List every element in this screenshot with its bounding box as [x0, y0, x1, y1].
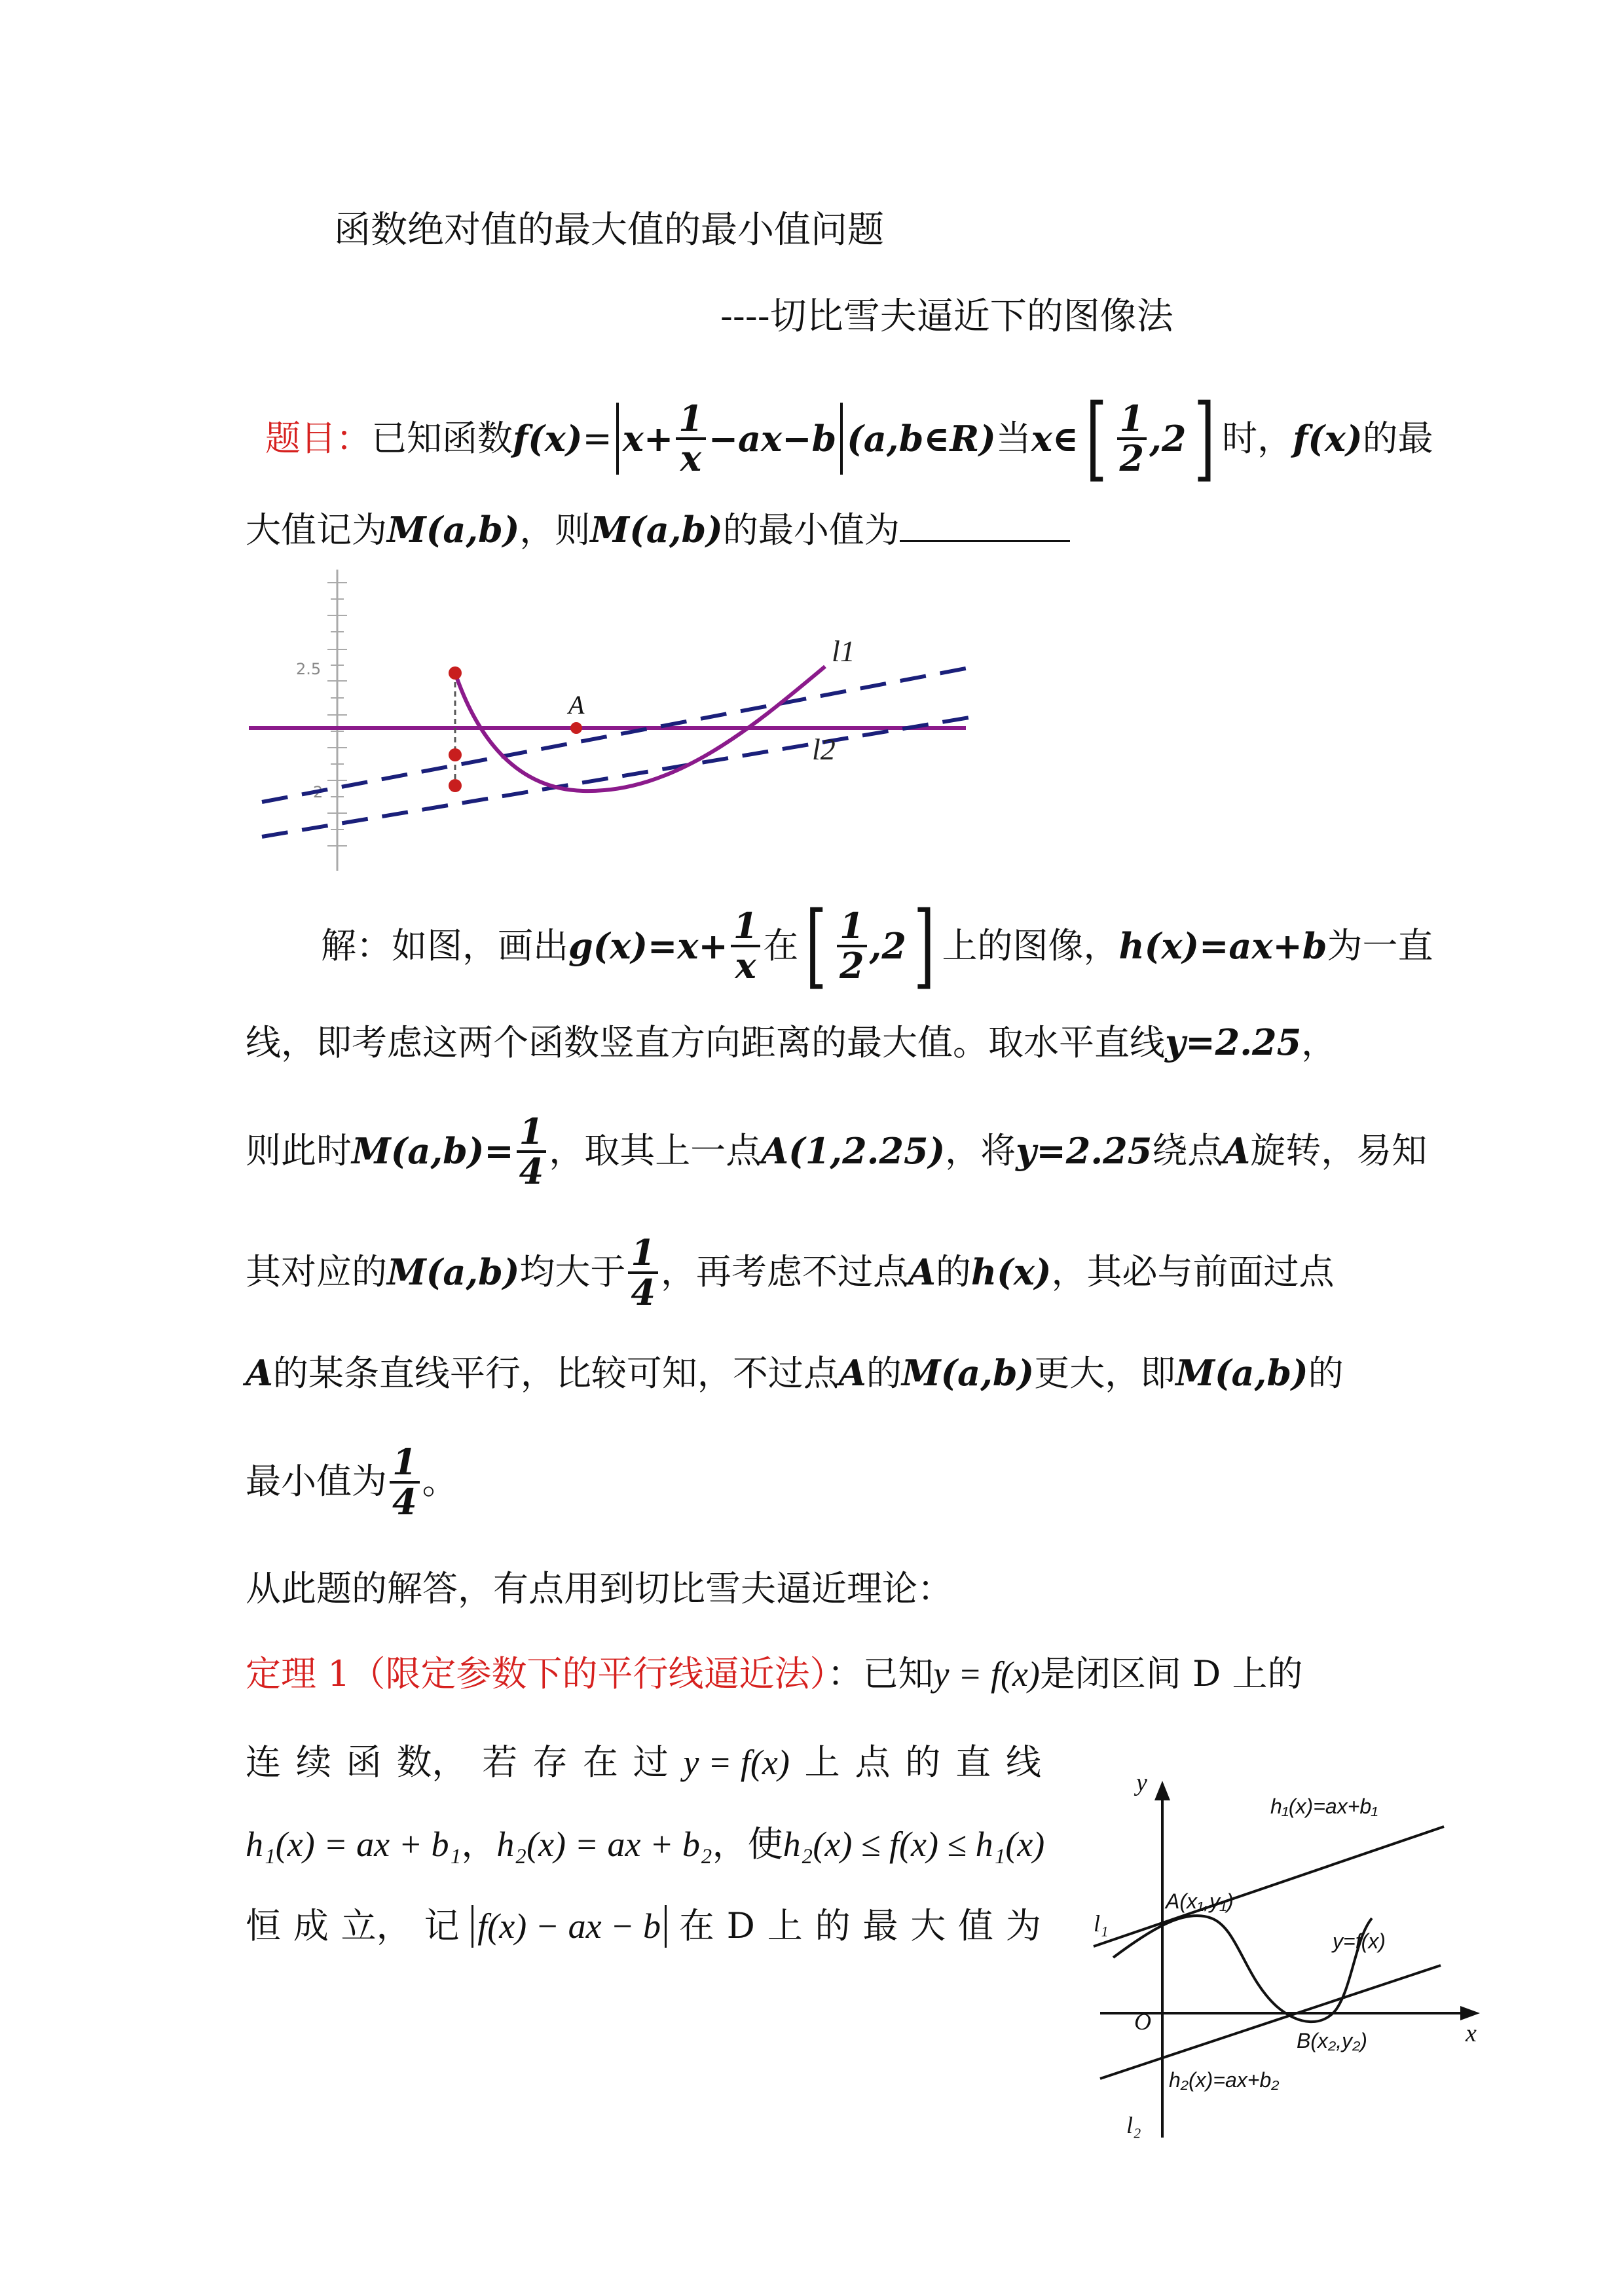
h1-label: h₁(x)=ax+b₁ — [1270, 1795, 1378, 1818]
inequality-expr: h₂(x) ≤ f(x) ≤ h₁(x) — [783, 1825, 1045, 1864]
char: 记 — [424, 1905, 460, 1946]
char: 连 — [246, 1741, 281, 1783]
mab-symbol-2: M(a,b) — [590, 509, 723, 551]
x-axis-label: x — [1466, 2020, 1477, 2047]
char: 立， — [341, 1905, 412, 1946]
problem-text-tail: 的最 — [1362, 417, 1433, 459]
solution-text-4a: 其对应的 — [246, 1251, 387, 1293]
fraction-numerator: 1 — [390, 1444, 420, 1484]
fraction-numerator: 1 — [731, 907, 761, 947]
solution-text-5b: 的 — [866, 1353, 902, 1394]
solution-text-1b: 上的图像， — [942, 924, 1119, 966]
solution-line-3 — [246, 1110, 1428, 1192]
y-axis-arrow-icon — [1154, 1781, 1170, 1800]
interval-end: ,2 — [1149, 417, 1187, 460]
mab-expr: M(a,b)= — [352, 1130, 514, 1173]
char: 的 — [815, 1905, 851, 1946]
graph-chebyshev-example — [242, 570, 976, 871]
fraction-half — [837, 905, 867, 987]
graph-theorem-illustration — [1074, 1761, 1493, 2147]
mab-expr-4: M(a,b) — [1175, 1352, 1308, 1394]
fraction-denominator: 4 — [631, 1271, 655, 1313]
solution-text-1a: 解：如图，画出 — [321, 924, 568, 966]
point-A-expr: A(1,2.25) — [761, 1130, 946, 1173]
problem-text-2a: 大值记为 — [246, 509, 387, 551]
solution-line-1 — [321, 892, 1433, 999]
fraction-denominator: 4 — [519, 1150, 544, 1192]
gx-expr: g(x)=x+ — [568, 924, 728, 967]
problem-line-1 — [265, 385, 1433, 492]
char: 过 — [633, 1741, 669, 1783]
problem-label: 题目： — [265, 417, 371, 459]
char: 点 — [855, 1741, 891, 1783]
page-title: 函数绝对值的最大值的最小值问题 — [334, 209, 884, 251]
fraction-quarter — [628, 1231, 658, 1313]
y-eq-fx-2: y = f(x) — [683, 1743, 790, 1782]
l1-label: l₁ — [1094, 1910, 1109, 1937]
hx-expr-2: h(x) — [970, 1251, 1052, 1294]
fraction-numerator: 1 — [1117, 400, 1147, 440]
solution-text-4e: ，其必与前面过点 — [1051, 1251, 1335, 1293]
theorem-text-1b: 是闭区间 D 上的 — [1039, 1653, 1303, 1694]
then-text: 时， — [1222, 417, 1293, 459]
A-symbol-3: A — [246, 1352, 273, 1394]
y-axis-label: y — [1136, 1769, 1147, 1796]
solution-text-2b: ， — [1301, 1022, 1337, 1063]
interval-end: ,2 — [869, 924, 906, 967]
char: 存 — [532, 1741, 568, 1783]
solution-text-3a: 则此时 — [246, 1130, 352, 1172]
label-l1: l1 — [832, 634, 855, 668]
fx-symbol-2: f(x) — [1293, 417, 1363, 460]
theorem-text-1a: ：已知 — [827, 1653, 934, 1694]
solution-text-3d: 绕点 — [1152, 1130, 1223, 1172]
answer-blank — [900, 507, 1070, 542]
solution-in-text: 在 — [763, 924, 799, 966]
solution-text-1c: 为一直 — [1327, 924, 1433, 966]
fraction-denominator: x — [680, 437, 702, 479]
y-eq-fx: y = f(x) — [933, 1654, 1040, 1694]
param-condition: (a,b∈R) — [847, 417, 996, 460]
fraction-numerator: 1 — [517, 1113, 547, 1153]
solution-line-5 — [246, 1352, 1344, 1395]
when-text: 当 — [995, 417, 1031, 459]
A-symbol: A — [1223, 1130, 1251, 1173]
y225-expr-2: y=2.25 — [1016, 1130, 1153, 1173]
hx-expr: h(x)=ax+b — [1118, 924, 1327, 967]
theorem-label: 定理 1（限定参数下的平行线逼近法） — [246, 1653, 828, 1694]
problem-text-1: 已知函数 — [371, 417, 513, 459]
theorem-line-1 — [246, 1653, 1303, 1696]
origin-label: O — [1134, 2009, 1151, 2035]
expr-part-1: x+ — [622, 417, 674, 460]
solution-text-3c: ，将 — [945, 1130, 1016, 1172]
y225-expr: y=2.25 — [1165, 1021, 1302, 1063]
fx-symbol: f(x) — [513, 417, 583, 460]
abs-bar-left — [616, 403, 619, 475]
mab-expr-3: M(a,b) — [901, 1352, 1035, 1394]
solution-text-6a: 最小值为 — [246, 1461, 387, 1503]
char: 直 — [955, 1741, 991, 1783]
fraction-1-over-x — [731, 905, 761, 987]
make-text: ，使 — [712, 1823, 783, 1865]
char: 成 — [293, 1905, 329, 1946]
point-on-l1 — [449, 748, 462, 761]
abs-expr: f(x) − ax − b — [471, 1905, 667, 1948]
fraction-half — [1117, 397, 1147, 479]
expr-part-2: −ax−b — [708, 417, 837, 460]
problem-text-2b: ，则 — [519, 509, 591, 551]
char: 若 — [482, 1741, 518, 1783]
bracket-left: [ — [1085, 385, 1107, 492]
solution-line-2 — [246, 1021, 1337, 1065]
solution-text-4c: ，再考虑不过点 — [661, 1251, 908, 1293]
char: 函 — [346, 1741, 382, 1783]
char: 在 — [678, 1905, 714, 1946]
mab-expr-2: M(a,b) — [387, 1251, 520, 1294]
fraction-1-over-x — [676, 397, 706, 479]
char: 大 — [910, 1905, 946, 1946]
bracket-right: ] — [913, 892, 935, 999]
char: 线 — [1005, 1741, 1041, 1783]
eq-symbol: = — [582, 417, 612, 459]
solution-text-4b: 均大于 — [519, 1251, 626, 1293]
page-subtitle: ----切比雪夫逼近下的图像法 — [720, 295, 1173, 338]
theory-intro: 从此题的解答，有点用到切比雪夫逼近理论： — [246, 1568, 953, 1609]
h1-expr: h₁(x) = ax + b₁ — [246, 1825, 462, 1864]
theorem-line-4 — [246, 1905, 1041, 1948]
problem-line-2 — [246, 507, 1070, 552]
point-A — [570, 722, 582, 734]
dashed-line-l2 — [262, 718, 969, 837]
comma: ， — [461, 1823, 497, 1865]
A-symbol-4: A — [838, 1352, 866, 1394]
line-h2 — [1100, 1965, 1441, 2079]
solution-line-4 — [246, 1231, 1335, 1313]
fraction-numerator: 1 — [676, 400, 706, 440]
solution-text-3b: ，取其上一点 — [549, 1130, 762, 1172]
solution-text-4d: 的 — [935, 1251, 971, 1293]
bracket-left: [ — [805, 892, 828, 999]
solution-text-6b: 。 — [422, 1461, 458, 1503]
x-axis-arrow-icon — [1460, 2006, 1480, 2020]
char: D — [726, 1905, 755, 1946]
char: 最 — [862, 1905, 898, 1946]
fraction-quarter — [390, 1441, 420, 1523]
char: 恒 — [246, 1905, 281, 1946]
tick-label-2-5: 2.5 — [296, 660, 322, 678]
char: 在 — [582, 1741, 618, 1783]
problem-text-2c: 的最小值为 — [722, 509, 900, 551]
fraction-numerator: 1 — [628, 1234, 658, 1274]
theorem-line-2 — [246, 1741, 1041, 1784]
fraction-denominator: x — [735, 945, 756, 987]
A-symbol-2: A — [908, 1251, 936, 1294]
theorem-line-3 — [246, 1823, 1044, 1866]
fraction-denominator: 2 — [1119, 437, 1145, 479]
solution-text-5c: 更大，即 — [1034, 1353, 1176, 1394]
point-curve-start — [449, 666, 462, 680]
fraction-quarter — [517, 1110, 547, 1192]
bracket-right: ] — [1193, 385, 1215, 492]
char: 为 — [1005, 1905, 1041, 1946]
h2-expr: h₂(x) = ax + b₂ — [496, 1825, 712, 1864]
solution-text-2a: 线，即考虑这两个函数竖直方向距离的最大值。取水平直线 — [246, 1022, 1165, 1063]
mab-symbol: M(a,b) — [387, 509, 520, 551]
char: 值 — [958, 1905, 994, 1946]
fraction-denominator: 4 — [392, 1480, 417, 1523]
char: 的 — [905, 1741, 941, 1783]
solution-line-6 — [246, 1441, 458, 1523]
label-l2: l2 — [812, 733, 836, 766]
h2-label: h₂(x)=ax+b₂ — [1169, 2068, 1280, 2092]
point-on-l2 — [449, 779, 462, 792]
line-h1 — [1094, 1827, 1444, 1946]
x-in-symbol: x∈ — [1031, 417, 1079, 460]
point-A-label: A(x₁,y₁) — [1166, 1889, 1234, 1913]
fraction-denominator: 2 — [839, 945, 864, 987]
solution-text-5d: 的 — [1308, 1353, 1344, 1394]
solution-text-5a: 的某条直线平行，比较可知，不过点 — [272, 1353, 839, 1394]
fraction-numerator: 1 — [837, 907, 867, 947]
f-curve-label: y=f(x) — [1333, 1929, 1386, 1953]
solution-text-3e: 旋转，易知 — [1250, 1130, 1428, 1172]
l2-label: l₂ — [1126, 2112, 1141, 2138]
char: 上 — [804, 1741, 840, 1783]
char: 上 — [767, 1905, 803, 1946]
char: 续 — [295, 1741, 331, 1783]
char: 数， — [396, 1741, 468, 1783]
point-B-label: B(x₂,y₂) — [1297, 2029, 1367, 2052]
abs-bar-right — [840, 403, 843, 475]
label-point-A: A — [568, 690, 585, 720]
